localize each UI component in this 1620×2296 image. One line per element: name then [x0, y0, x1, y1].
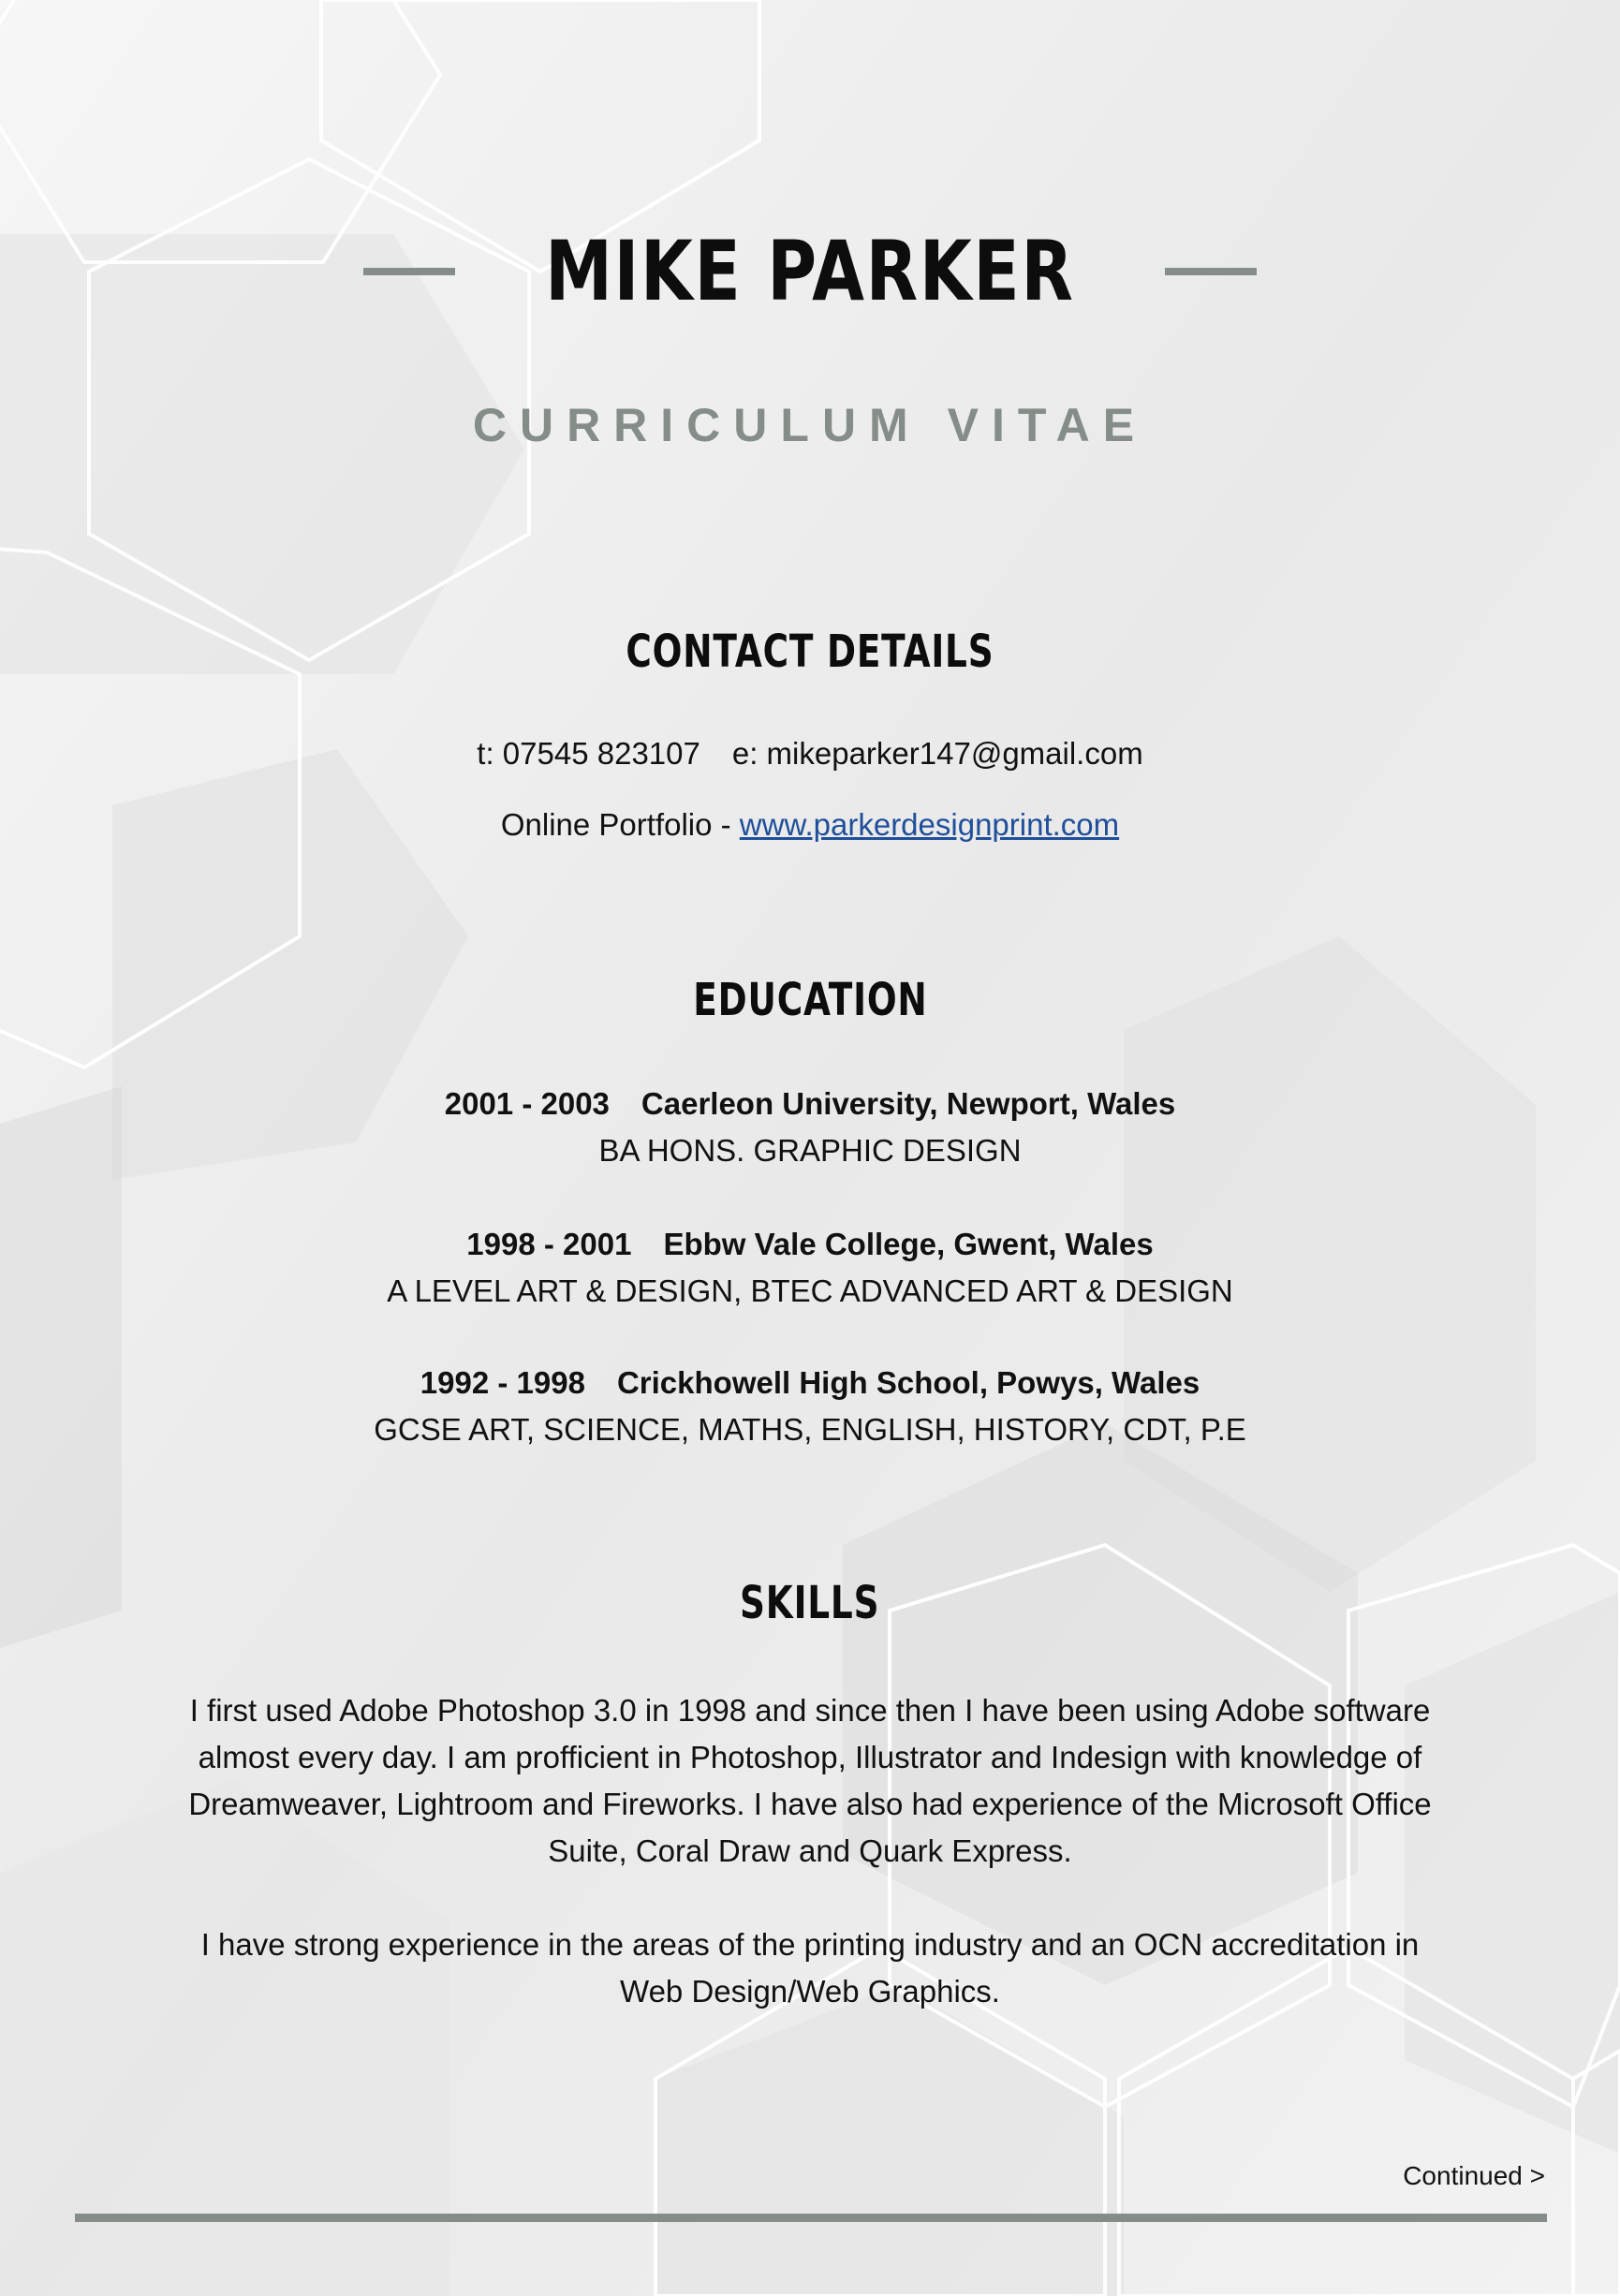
education-school: Caerleon University, Newport, Wales: [641, 1086, 1176, 1121]
education-qualification: BA HONS. GRAPHIC DESIGN: [598, 1133, 1022, 1168]
education-years: 1998 - 2001: [466, 1227, 632, 1261]
phone-number: t: 07545 823107: [477, 736, 700, 771]
contact-line: [0, 736, 1620, 772]
education-qualification: A LEVEL ART & DESIGN, BTEC ADVANCED ART & DESIGN: [387, 1273, 1233, 1308]
skills-heading: SKILLS: [740, 1577, 880, 1629]
email-address: e: mikeparker147@gmail.com: [731, 736, 1143, 771]
title-row: [0, 215, 1620, 328]
skills-paragraph: I first used Adobe Photoshop 3.0 in 1998 and since then I have been using Adobe software almost every day. I am profficient in Photoshop, Illustrator and Indesign with knowledge of Dreamweaver, Lightroom and Fireworks. I have also had experience of the Microsoft Office Suite, Coral Draw and Quark Express.: [188, 1693, 1432, 1868]
education-years: 1992 - 1998: [420, 1365, 585, 1400]
contact-heading: CONTACT DETAILS: [626, 626, 994, 678]
skills-paragraph: I have strong experience in the areas of the printing industry and an OCN accreditation in Web Design/Web Graphics.: [200, 1927, 1420, 2009]
education-entry-title: [0, 1365, 1620, 1401]
education-school: Crickhowell High School, Powys, Wales: [616, 1365, 1200, 1400]
education-entry-title: [0, 1227, 1620, 1262]
name-title: MIKE PARKER: [545, 223, 1075, 319]
cv-subtitle: CURRICULUM VITAE: [472, 399, 1148, 451]
title-right-bar: [1165, 268, 1257, 275]
continued-note: Continued >: [1403, 2161, 1545, 2190]
portfolio-link[interactable]: www.parkerdesignprint.com: [739, 807, 1120, 842]
title-left-bar: [363, 268, 455, 275]
education-heading: EDUCATION: [692, 974, 928, 1026]
education-school: Ebbw Vale College, Gwent, Wales: [663, 1227, 1154, 1261]
portfolio-line: [0, 807, 1620, 843]
education-years: 2001 - 2003: [444, 1086, 610, 1121]
portfolio-label: Online Portfolio -: [500, 807, 740, 842]
bottom-rule: [75, 2214, 1547, 2222]
education-entry-title: [0, 1086, 1620, 1122]
education-qualification: GCSE ART, SCIENCE, MATHS, ENGLISH, HISTORY, CDT, P.E: [374, 1412, 1246, 1447]
